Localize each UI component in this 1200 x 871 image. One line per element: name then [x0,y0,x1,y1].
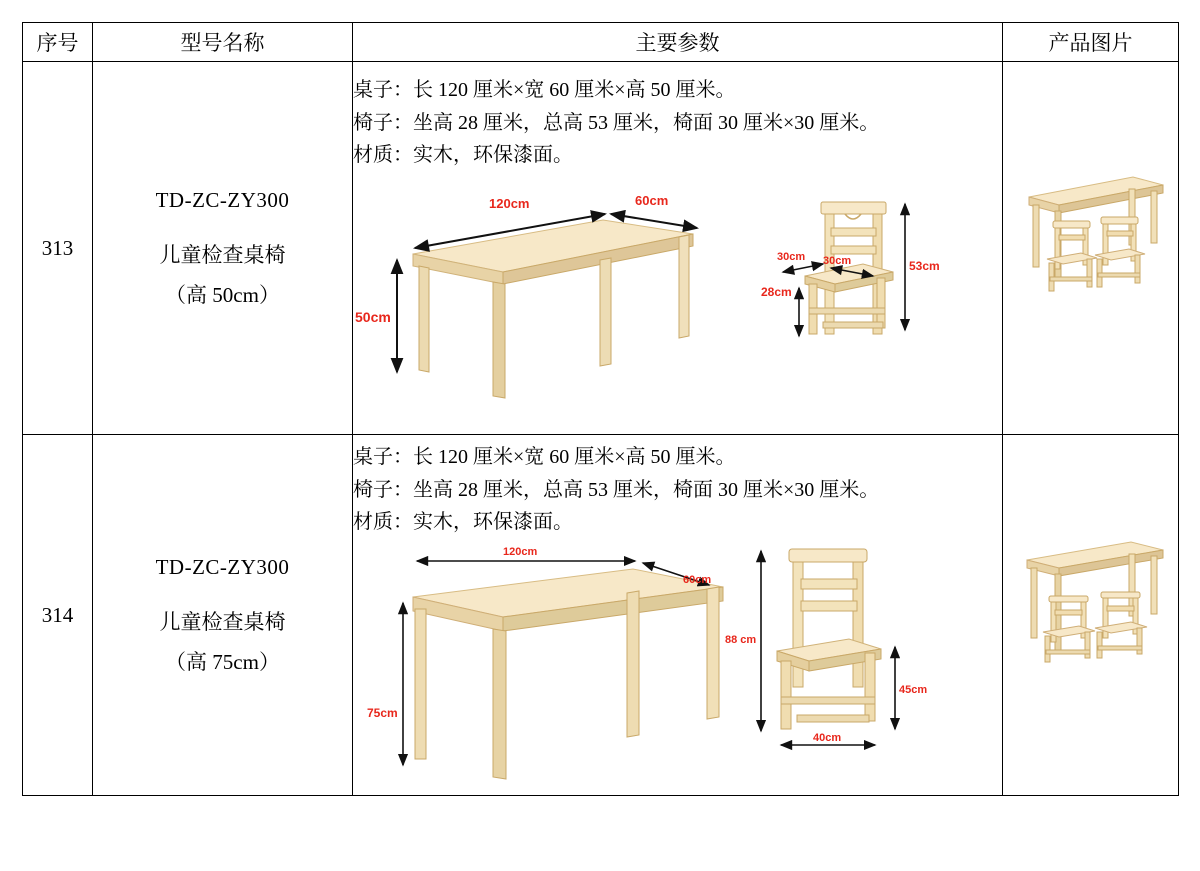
svg-text:60cm: 60cm [683,573,712,586]
model-note: （高 50cm） [165,283,280,308]
row-no: 313 [23,62,93,435]
svg-text:53cm: 53cm [909,258,940,273]
header-params: 主要参数 [353,23,1003,62]
table-row [23,62,1179,435]
header-no: 序号 [23,23,93,62]
model-code: TD-ZC-ZY300 [155,187,290,212]
svg-text:120cm: 120cm [489,195,530,211]
svg-text:40cm: 40cm [813,731,842,744]
model-name: 儿童检查桌椅 [159,609,286,634]
param-line: 桌子：长 120 厘米×宽 60 厘米×高 50 厘米。 [353,79,736,102]
svg-text:45cm: 45cm [899,683,928,696]
table-row [23,435,1179,796]
param-line: 椅子：坐高 28 厘米，总高 53 厘米，椅面 30 厘米×30 厘米。 [353,478,880,501]
product-photo [1011,530,1171,700]
model-name: 儿童检查桌椅 [159,242,286,267]
svg-text:50cm: 50cm [355,308,391,325]
svg-text:60cm: 60cm [635,192,669,208]
header-model: 型号名称 [93,23,353,62]
row-model-cell [93,62,353,435]
row-params-cell [353,62,1003,435]
svg-text:75cm: 75cm [367,705,398,720]
svg-text:88 cm: 88 cm [725,633,757,646]
svg-text:30cm: 30cm [777,250,806,263]
param-line: 桌子：长 120 厘米×宽 60 厘米×高 50 厘米。 [353,446,736,469]
row-params-cell [353,435,1003,796]
table-header-row [23,23,1179,62]
header-picture: 产品图片 [1003,23,1179,62]
row-picture-cell [1003,435,1179,796]
row-model-cell [93,435,353,796]
svg-text:30cm: 30cm [823,254,852,267]
row-no: 314 [23,435,93,796]
param-line: 材质：实木，环保漆面。 [353,511,573,534]
model-code: TD-ZC-ZY300 [155,554,290,579]
param-line: 材质：实木，环保漆面。 [353,144,573,167]
model-note: （高 75cm） [165,650,280,675]
product-photo [1011,163,1171,333]
svg-text:28cm: 28cm [761,284,792,299]
svg-text:120cm: 120cm [503,545,538,558]
param-line: 椅子：坐高 28 厘米，总高 53 厘米，椅面 30 厘米×30 厘米。 [353,111,880,134]
row-drawing [353,172,1002,422]
document-page [0,22,1200,871]
row-picture-cell [1003,62,1179,435]
product-spec-table [22,22,1179,796]
row-drawing [353,539,1002,789]
